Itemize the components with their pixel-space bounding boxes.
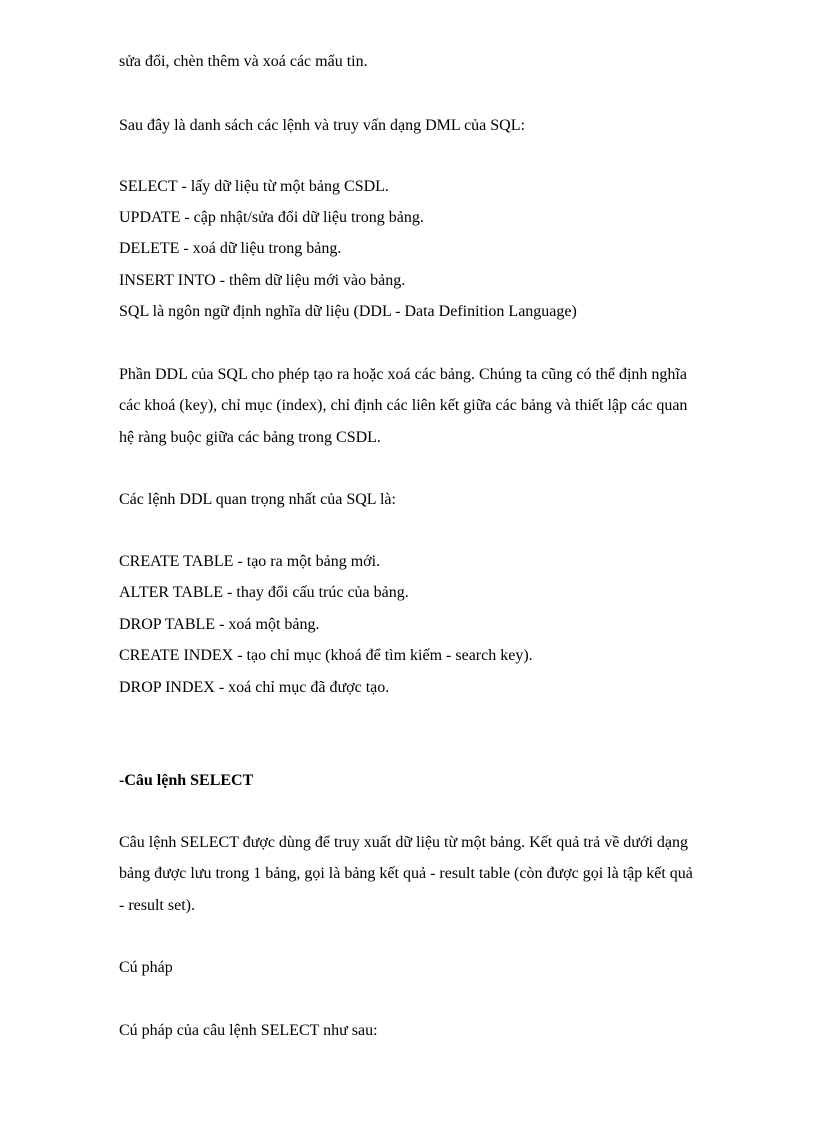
dml-list-item: UPDATE - cập nhật/sửa đổi dữ liệu trong bảng. [119,209,424,226]
paragraph-ddl-intro: Các lệnh DDL quan trọng nhất của SQL là: [119,491,396,508]
ddl-list-item: DROP TABLE - xoá một bảng. [119,616,320,633]
paragraph-intro-tail: sửa đổi, chèn thêm và xoá các mẩu tin. [119,53,368,70]
ddl-list-item: CREATE INDEX - tạo chỉ mục (khoá để tìm kiếm - search key). [119,647,533,664]
paragraph-ddl-line: Phần DDL của SQL cho phép tạo ra hoặc xoá các bảng. Chúng ta cũng có thể định nghĩa [119,366,687,383]
paragraph-dml-intro: Sau đây là danh sách các lệnh và truy vấn dạng DML của SQL: [119,117,525,134]
ddl-list-item: ALTER TABLE - thay đổi cấu trúc của bảng. [119,584,409,601]
ddl-list-item: CREATE TABLE - tạo ra một bảng mới. [119,553,381,570]
paragraph-select-line: - result set). [119,897,195,914]
dml-list-item: SQL là ngôn ngữ định nghĩa dữ liệu (DDL - Data Definition Language) [119,303,577,320]
dml-list-item: INSERT INTO - thêm dữ liệu mới vào bảng. [119,272,406,289]
dml-list-item: SELECT - lấy dữ liệu từ một bảng CSDL. [119,178,389,195]
paragraph-syntax-intro: Cú pháp của câu lệnh SELECT như sau: [119,1022,378,1039]
paragraph-select-line: bảng được lưu trong 1 bảng, gọi là bảng kết quả - result table (còn được gọi là tập kết quả [119,865,693,882]
syntax-label: Cú pháp [119,959,173,976]
dml-list-item: DELETE - xoá dữ liệu trong bảng. [119,240,342,257]
ddl-list-item: DROP INDEX - xoá chỉ mục đã được tạo. [119,679,390,696]
paragraph-ddl-line: các khoá (key), chỉ mục (index), chỉ định các liên kết giữa các bảng và thiết lập các quan [119,397,688,414]
paragraph-select-line: Câu lệnh SELECT được dùng để truy xuất dữ liệu từ một bảng. Kết quả trả về dưới dạng [119,834,688,851]
paragraph-ddl-line: hệ ràng buộc giữa các bảng trong CSDL. [119,429,381,446]
section-heading-select: -Câu lệnh SELECT [119,772,254,789]
